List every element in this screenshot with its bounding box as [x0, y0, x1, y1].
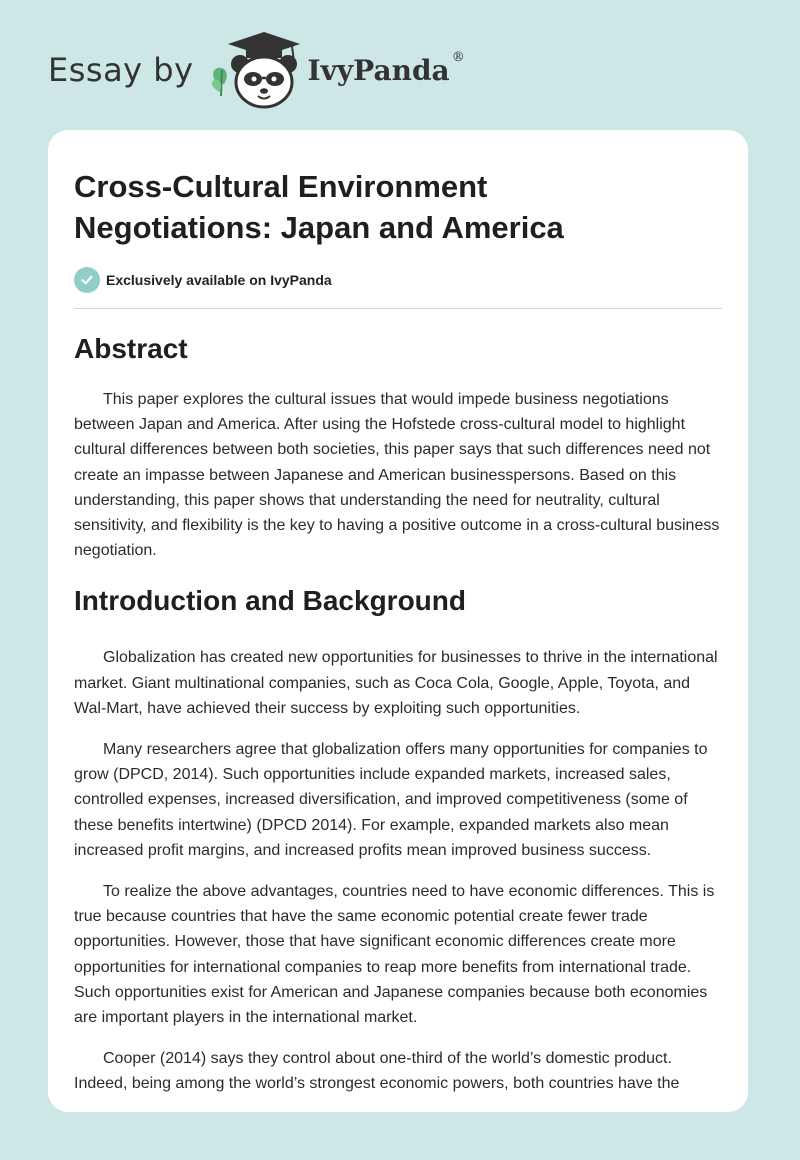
site-header: [48, 30, 465, 110]
brand-name[interactable]: [307, 49, 465, 87]
paragraph: Cooper (2014) says they control about one-third of the world’s domestic product. Indeed, being among the world’s strongest economic powers, both countries have the: [74, 1050, 680, 1093]
section-heading-introduction: Introduction and Background: [74, 585, 466, 617]
checkmark-icon: [74, 267, 100, 293]
title-line-1: Cross-Cultural Environment: [74, 169, 488, 204]
exclusive-badge: [74, 266, 722, 294]
title-line-2: Negotiations: Japan and America: [74, 210, 564, 245]
essay-by-label: Essay by: [48, 51, 194, 89]
paragraph: This paper explores the cultural issues that would impede business negotiations between Japan and America. After using the Hofstede cross-cultural model to highlight cultural differences between both societies, this paper says that such differences need not create an impasse between Japanese and American businesspersons. Based on this understanding, this paper shows that understanding the need for neutrality, cultural sensitivity, and flexibility is the key to having a positive outcome in a cross-cultural business negotiation.: [74, 391, 720, 560]
paragraph: Globalization has created new opportunities for businesses to thrive in the international market. Giant multinational companies, such as Coca Cola, Google, Apple, Toyota, and Wal-Mart, have achieved their success by exploiting such opportunities.: [74, 649, 718, 717]
paragraph: To realize the above advantages, countries need to have economic differences. This is true because countries that have the same economic potential create fewer trade opportunities. However, those that have significant economic differences create more opportunities for international companies to reap more benefits from international trade. Such opportunities exist for American and Japanese companies because both economies are important players in the international market.: [74, 883, 715, 1027]
paragraph: Many researchers agree that globalization offers many opportunities for companies to grow (DPCD, 2014). Such opportunities include expanded markets, increased sales, controlled expenses, increased diversification, and improved competitiveness (some of these benefits intertwine) (DPCD 2014). For example, expanded markets also mean increased profit margins, and increased profits mean improved business success.: [74, 741, 708, 859]
exclusive-label: Exclusively available on IvyPanda: [106, 272, 332, 288]
section-heading-abstract: Abstract: [74, 333, 188, 364]
panda-logo-icon[interactable]: [208, 30, 300, 110]
brand-text: IvyPanda: [307, 53, 450, 87]
title-divider: [74, 308, 722, 309]
registered-mark: ®: [451, 49, 465, 65]
essay-title: [74, 166, 722, 248]
essay-card: [48, 130, 748, 1112]
